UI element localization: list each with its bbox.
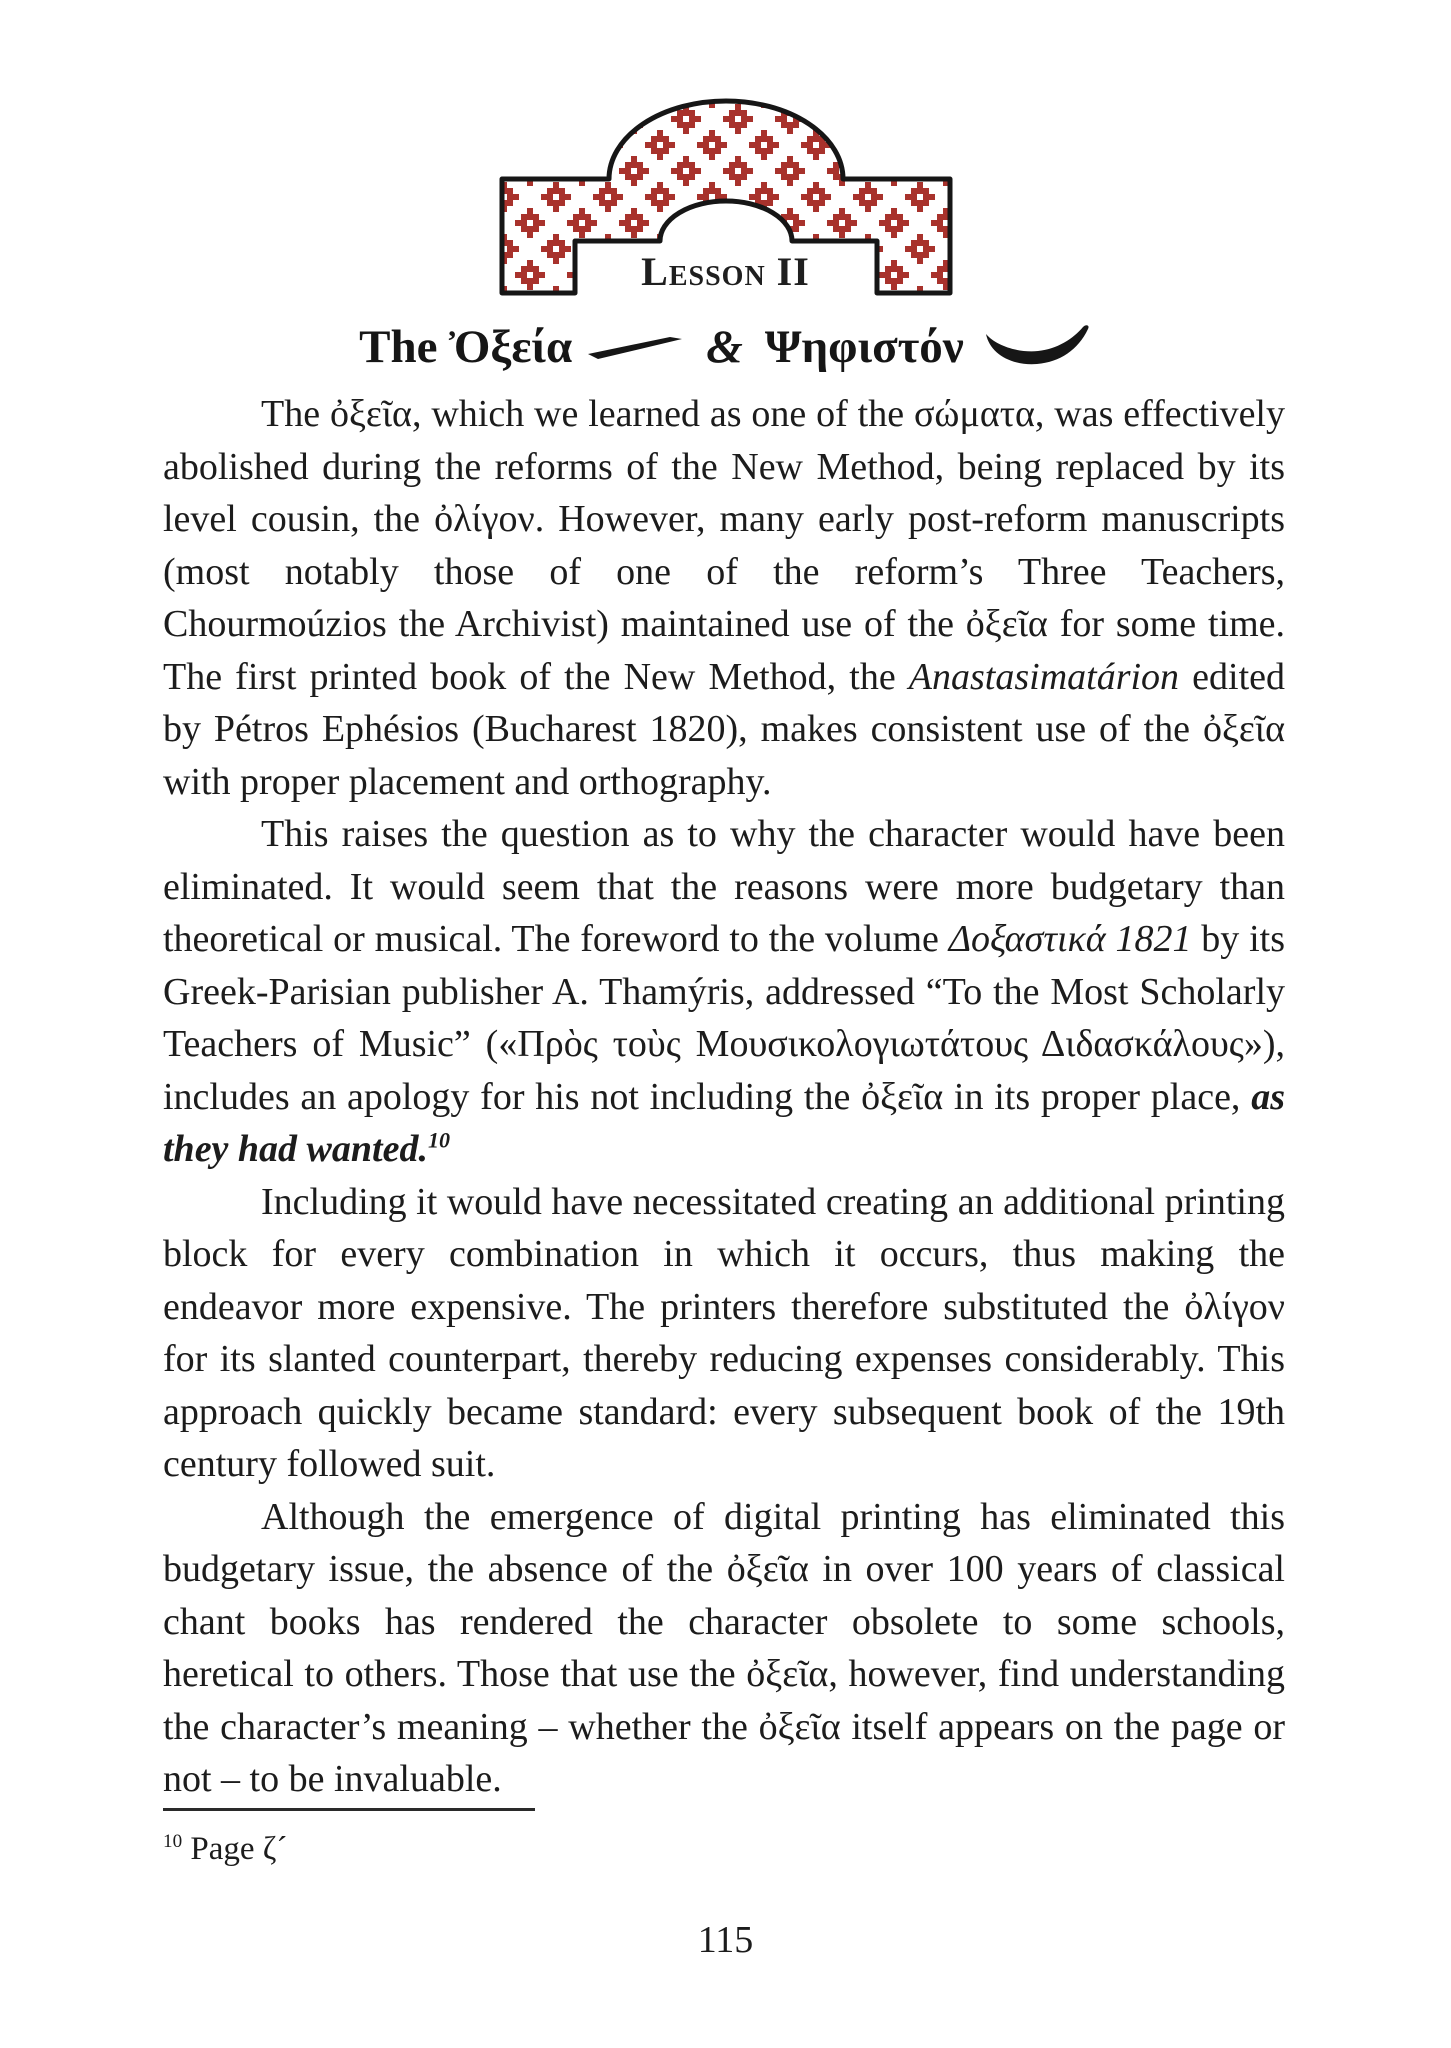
footnote-separator xyxy=(163,1808,535,1811)
lesson-ornament xyxy=(499,84,953,297)
paragraph-3: Including it would have necessitated creating an additional printing block for every combination in which it occurs, thus making the endeavor more expensive. The printers therefore substituted the ὀλίγον for its slanted counterpart, thereby reducing expenses considerably. This approach quickly became standard: every subsequent book of the 19th century followed suit. xyxy=(163,1180,1285,1485)
page-title xyxy=(0,320,1451,374)
body-text xyxy=(163,388,1285,1806)
oxeia-icon xyxy=(588,333,684,361)
footnote-block xyxy=(163,1808,1285,1871)
page-number: 115 xyxy=(697,1919,754,1961)
footnote-text: $^{10}$ Page ζ´ xyxy=(163,1831,288,1867)
lesson-heading: Lesson II xyxy=(641,249,810,294)
psifiston-icon xyxy=(980,324,1092,370)
title-ampersand: & xyxy=(706,321,743,373)
paragraph-1: The ὀξεῖα, which we learned as one of the σώματα, was effectively abolished during the reforms of the New Method, being replaced by its level cousin, the ὀλίγον. However, many early post-reform manuscripts (most notably those of one of the reform’s Three Teachers, Chourmoúzios the Archivist) maintained use of the ὀξεῖα for some time. The first printed book of the New Method, the Anastasimatárion edited by Pétros Ephésios (Bucharest 1820), makes consistent use of the ὀξεῖα with proper placement and orthography. xyxy=(163,393,1285,803)
paragraph-2: This raises the question as to why the character would have been eliminated. It would seem that the reasons were more budgetary than theoretical or musical. The foreword to the volume Δοξαστικά 1821 by its Greek-Parisian publisher A. Thamýris, addressed “To the Most Scholarly Teachers of Music” («Πρὸς τοὺς Μουσικολογιωτάτους Διδασκάλους»), includes an apology for his not including the ὀξεῖα in its proper place, as they had wanted.$^{10}$ xyxy=(163,813,1285,1170)
title-part1: The Ὀξεία xyxy=(359,321,573,373)
paragraph-4: Although the emergence of digital printing has eliminated this budgetary issue, the absence of the ὀξεῖα in over 100 years of classical chant books has rendered the character obsolete to some schools, heretical to others. Those that use the ὀξεῖα, however, find understanding the character’s meaning – whether the ὀξεῖα itself appears on the page or not – to be invaluable. xyxy=(163,1495,1285,1800)
title-part2: Ψηφιστόν xyxy=(764,321,964,373)
